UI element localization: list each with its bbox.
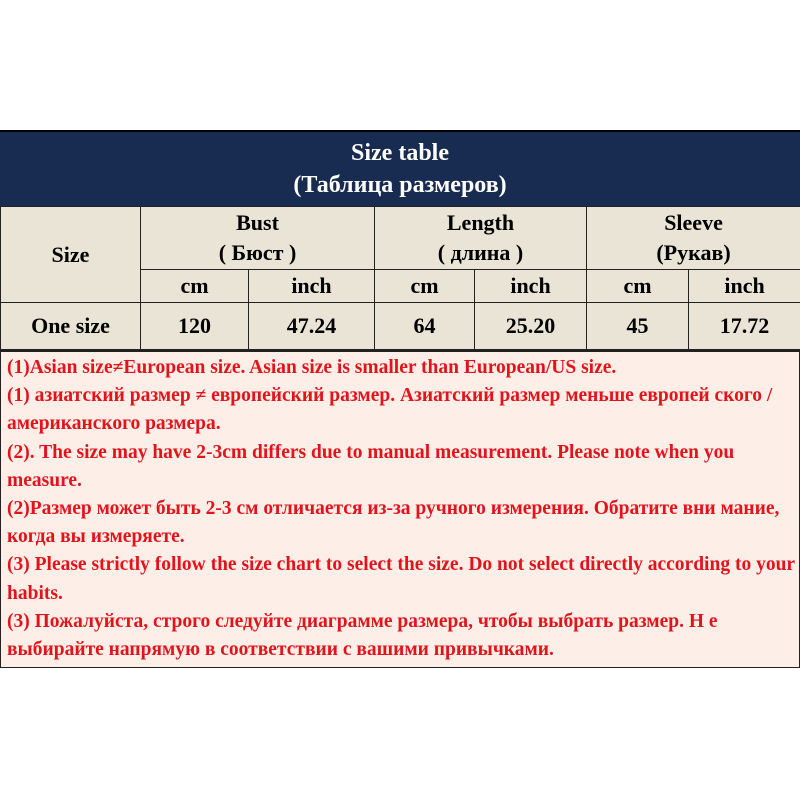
note-item: (1)Asian size≠European size. Asian size is smaller than European/US size. [7, 357, 617, 378]
value-cell: 17.72 [689, 303, 800, 350]
note-item: (3) Пожалуйста, строго следуйте диаграмме размера, чтобы выбрать размер. Н е выбирайте напрямую в соответствии с вашими привычками. [7, 610, 718, 661]
length-header [375, 207, 587, 270]
size-notes [0, 350, 800, 668]
sleeve-label-ru: (Рукав) [656, 240, 731, 265]
note-item: (3) Please strictly follow the size chart to select the size. Do not select directly according to your habits. [7, 554, 795, 604]
value-cell: 120 [141, 303, 249, 350]
size-header: Size [1, 207, 141, 303]
unit-cell: cm [141, 270, 249, 303]
size-table-title [0, 130, 800, 206]
header-row [1, 207, 800, 270]
sleeve-header [587, 207, 800, 270]
bust-label-ru: ( Бюст ) [218, 240, 297, 265]
table-row [1, 303, 800, 350]
bust-header [141, 207, 375, 270]
note-item: (2). The size may have 2-3cm differs due to manual measurement. Please note when you measure. [7, 441, 735, 491]
bust-label: Bust [236, 210, 279, 235]
unit-cell: cm [587, 270, 689, 303]
length-label: Length [446, 210, 515, 235]
value-cell: 47.24 [249, 303, 375, 350]
value-cell: 64 [375, 303, 475, 350]
sleeve-label: Sleeve [664, 210, 723, 235]
size-table [0, 206, 800, 350]
title-russian: (Таблица размеров) [293, 172, 507, 198]
value-cell: 45 [587, 303, 689, 350]
unit-cell: inch [689, 270, 800, 303]
size-cell: One size [1, 303, 141, 350]
title-english: Size table [351, 140, 449, 166]
note-item: (1) азиатский размер ≠ европейский размер. Азиатский размер меньше европей ского / американского размера. [7, 385, 773, 435]
note-item: (2)Размер может быть 2-3 см отличается из-за ручного измерения. Обратите вни мание, когда вы измеряете. [7, 498, 780, 548]
unit-cell: inch [475, 270, 587, 303]
unit-cell: cm [375, 270, 475, 303]
value-cell: 25.20 [475, 303, 587, 350]
unit-cell: inch [249, 270, 375, 303]
length-label-ru: ( длина ) [437, 240, 524, 265]
size-chart [0, 130, 800, 668]
